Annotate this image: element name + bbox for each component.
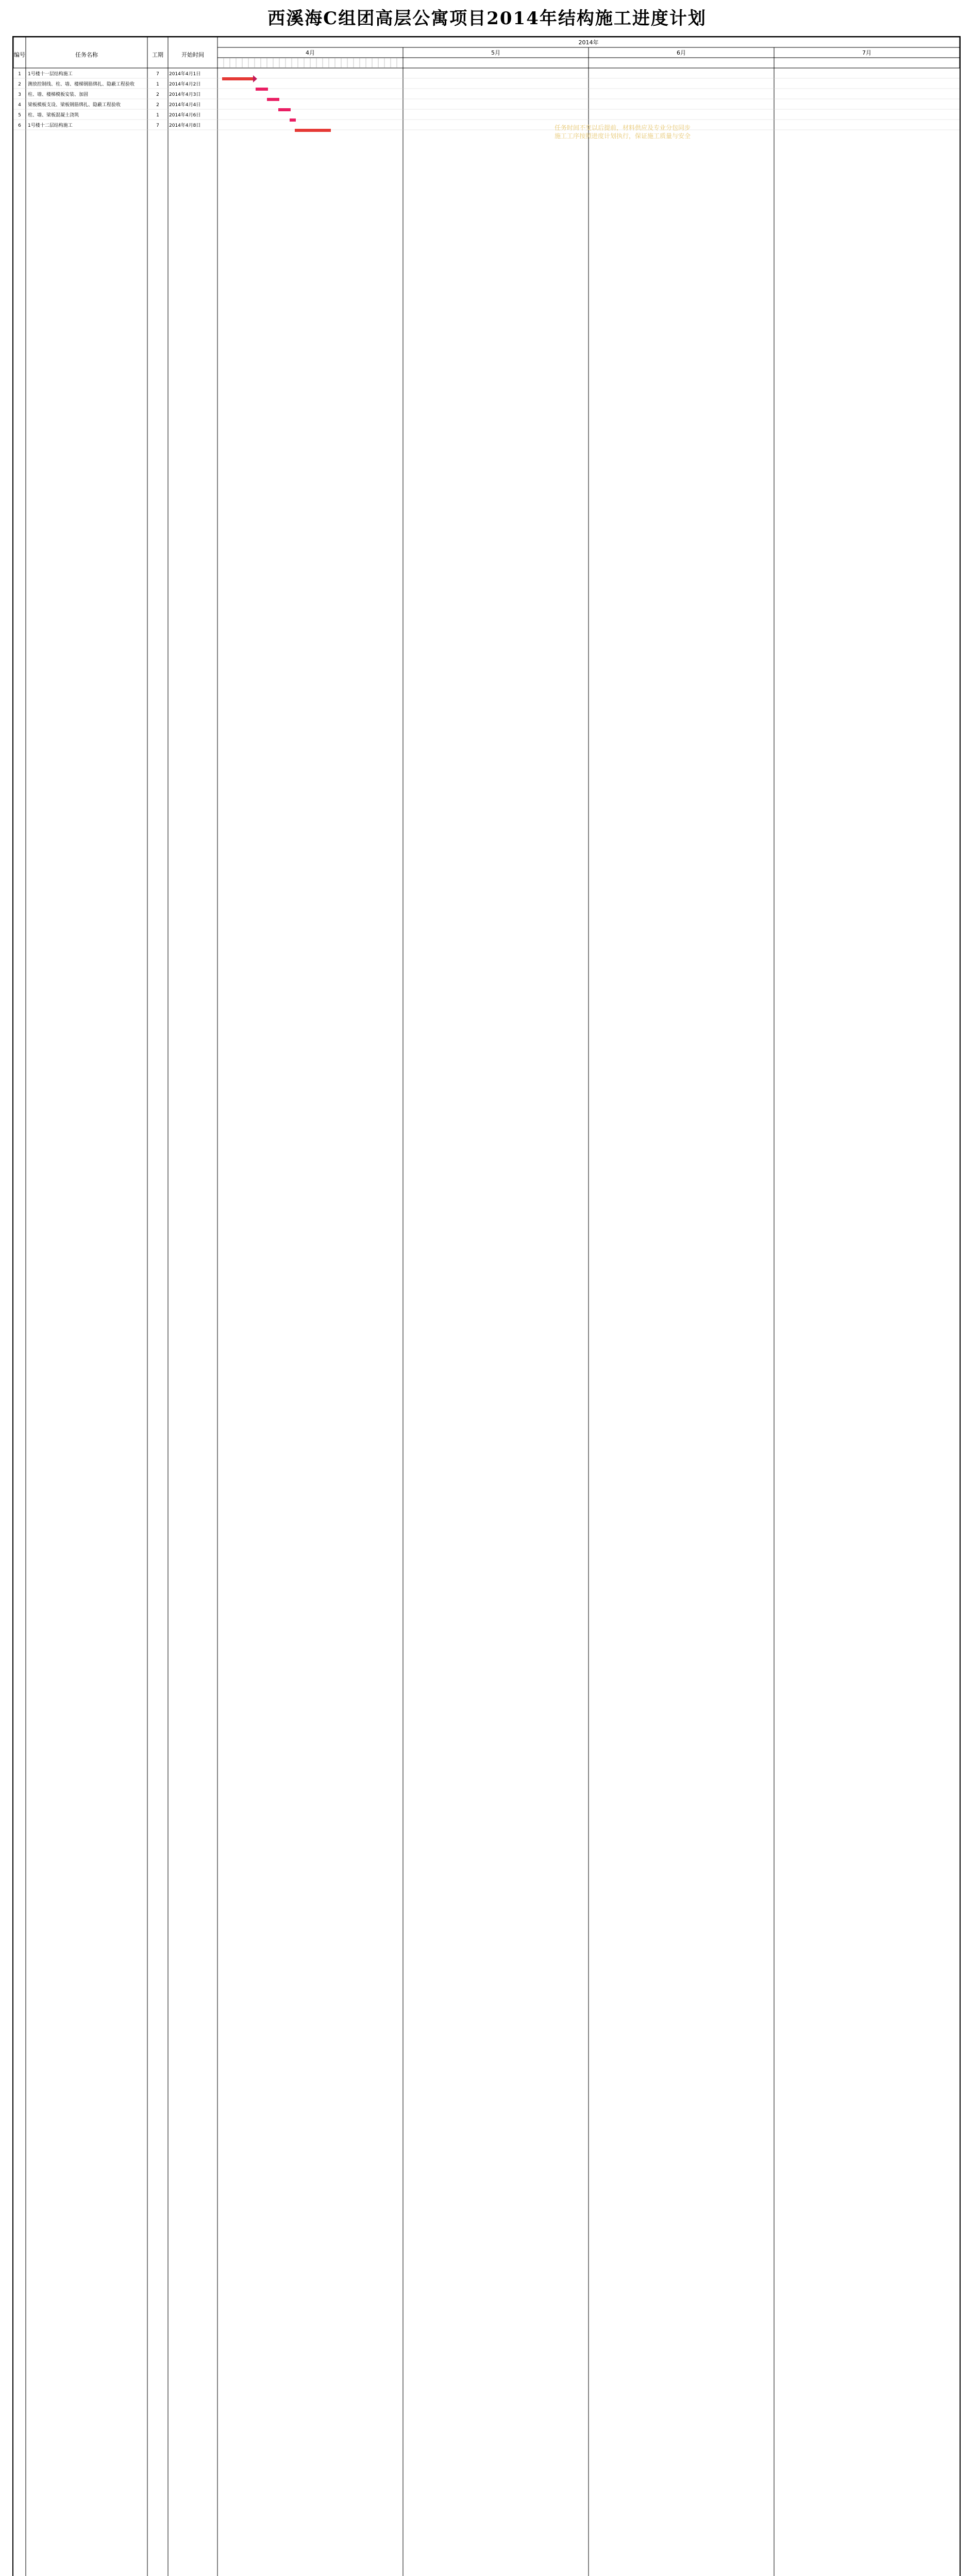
row-start: 2014年4月3日	[169, 92, 201, 97]
row-id: 5	[18, 113, 21, 118]
header-task: 任务名称	[75, 52, 98, 58]
row-duration: 2	[156, 92, 159, 97]
row-start: 2014年4月1日	[169, 72, 201, 77]
row-duration: 2	[156, 103, 159, 108]
row-duration: 1	[156, 113, 159, 118]
row-start: 2014年4月2日	[169, 82, 201, 87]
header-month-7: 7月	[862, 49, 871, 56]
row-duration: 1	[156, 82, 159, 87]
header-month-5: 5月	[491, 49, 500, 56]
watermark-1: 任务时间不变以后提前，材料供应及专业分包同步	[555, 124, 691, 131]
header-month-6: 6月	[677, 49, 686, 56]
row-task: 柱、墙、梁板混凝土浇筑	[28, 113, 79, 118]
row-duration: 7	[156, 72, 159, 77]
row-start: 2014年4月6日	[169, 113, 201, 118]
row-task: 梁板模板支设、梁板钢筋绑扎、隐蔽工程验收	[28, 103, 121, 108]
row-id: 2	[18, 82, 21, 87]
header-month-4: 4月	[306, 49, 315, 56]
row-id: 3	[18, 92, 21, 97]
row-task: 1号楼十二层结构施工	[28, 123, 73, 128]
gantt-sheet	[12, 36, 961, 2576]
header-start: 开始时间	[181, 52, 204, 58]
row-task: 1号楼十一层结构施工	[28, 72, 73, 77]
row-duration: 7	[156, 123, 159, 128]
watermark-2: 施工工序按照进度计划执行，保证施工质量与安全	[555, 132, 691, 140]
rows	[13, 71, 960, 130]
row-task: 柱、墙、楼梯模板安装、加固	[28, 92, 89, 97]
gantt-chart	[13, 37, 960, 2576]
row-task: 测放控制线、柱、墙、楼梯钢筋绑扎、隐蔽工程验收	[28, 82, 135, 87]
header-id: 编号	[14, 52, 25, 58]
row-id: 1	[18, 72, 21, 77]
header-year: 2014年	[578, 39, 599, 46]
header-duration: 工期	[152, 52, 163, 58]
page-title: 西溪海C组团高层公寓项目2014年结构施工进度计划	[267, 8, 707, 29]
row-start: 2014年4月4日	[169, 103, 201, 108]
row-start: 2014年4月8日	[169, 123, 201, 128]
schedule-bars	[222, 75, 331, 132]
row-id: 6	[18, 123, 21, 128]
row-id: 4	[18, 103, 21, 108]
